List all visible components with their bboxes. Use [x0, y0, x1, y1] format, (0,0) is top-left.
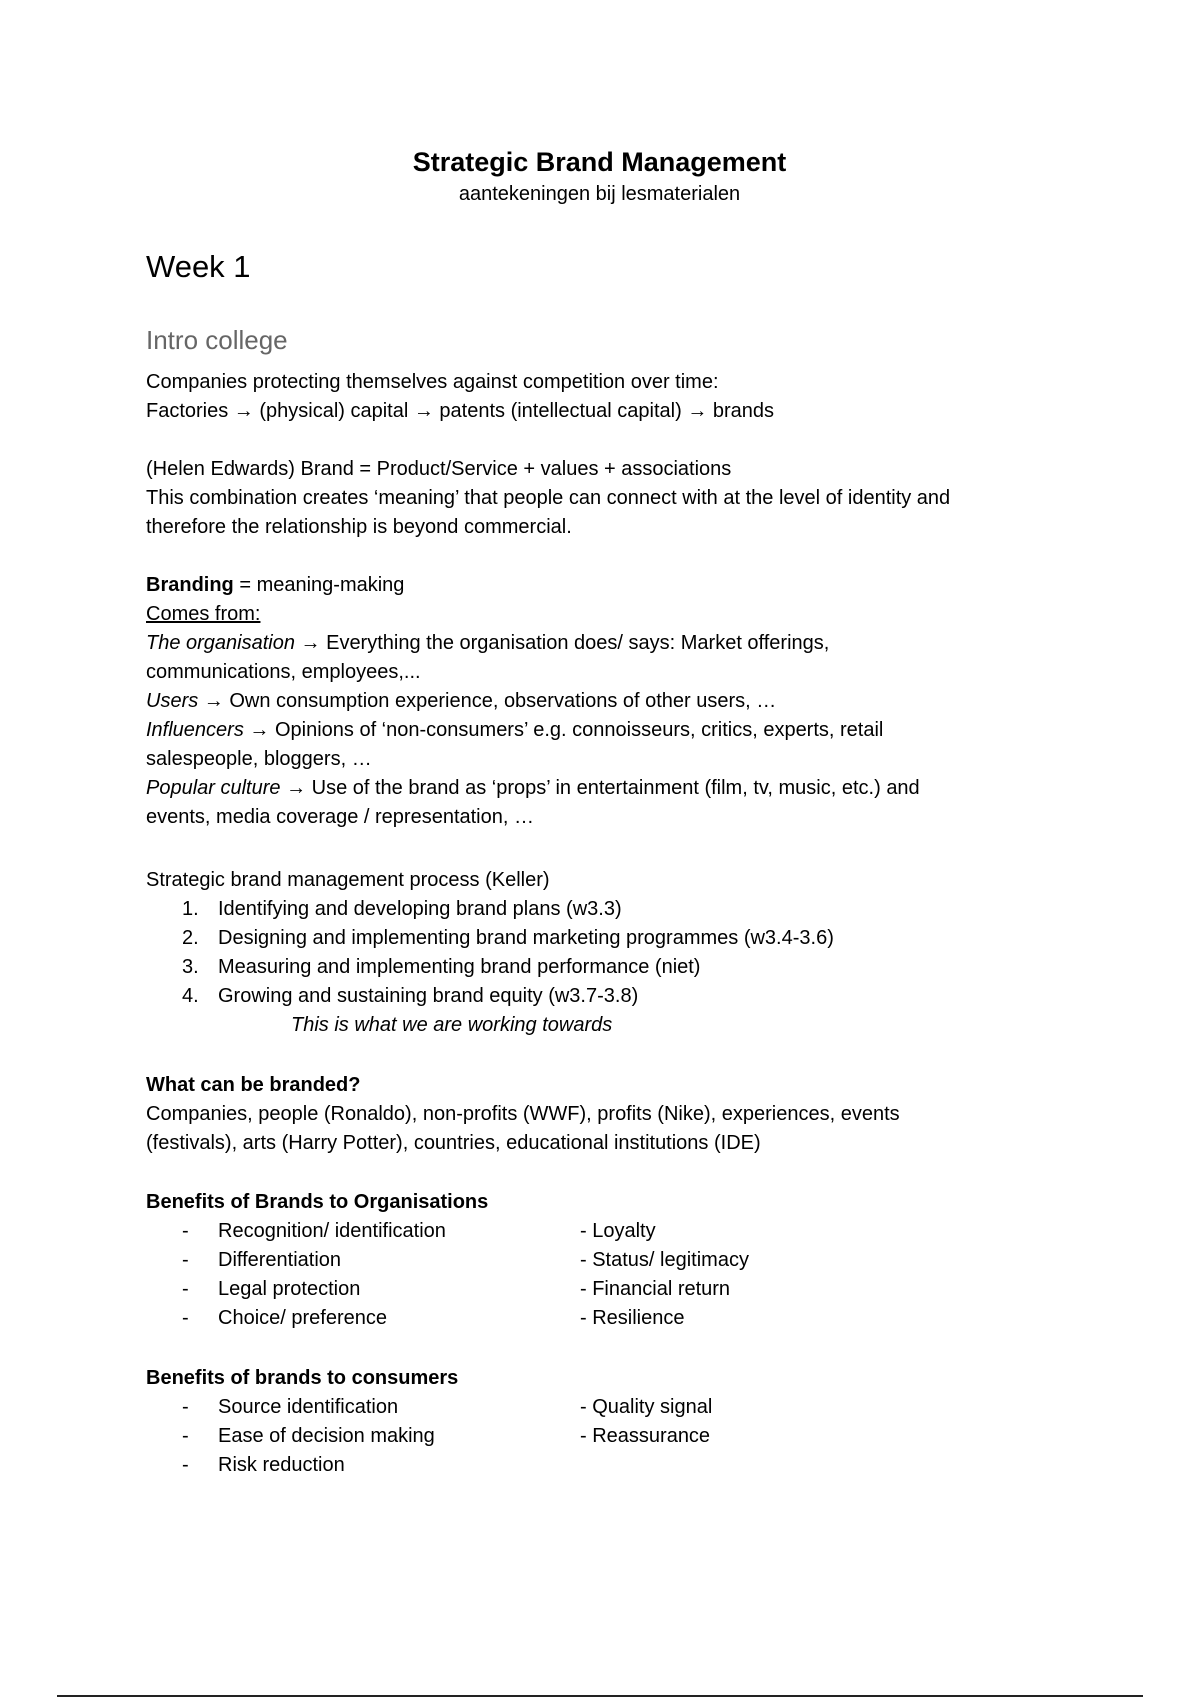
brand-def-line-2: This combination creates ‘meaning’ that people can connect with at the level of identity and: [146, 487, 951, 509]
list-item: - Loyalty: [580, 1220, 656, 1242]
benefits-consumer-heading: Benefits of brands to consumers: [146, 1367, 459, 1389]
source-continuation: salespeople, bloggers, …: [146, 748, 372, 770]
document-subtitle: aantekeningen bij lesmaterialen: [458, 183, 741, 205]
list-item: [146, 1275, 546, 1304]
list-item: [146, 1393, 546, 1422]
process-steps: [146, 895, 1076, 1011]
page-bottom-rule: [57, 1695, 1143, 1697]
process-step: [146, 953, 1076, 982]
step-text: Identifying and developing brand plans (w3.3): [218, 898, 622, 920]
branded-line-1: Companies, people (Ronaldo), non-profits (WWF), profits (Nike), experiences, events: [146, 1103, 900, 1125]
brand-definition: [146, 455, 1076, 542]
branded-heading: What can be branded?: [146, 1074, 361, 1096]
source-influencers: [146, 716, 1076, 745]
bullet-dash: -: [182, 1220, 189, 1242]
step-number: 1.: [182, 898, 199, 920]
bullet-dash: -: [182, 1278, 189, 1300]
item-text: Source identification: [218, 1396, 399, 1418]
source-continuation: events, media coverage / representation, …: [146, 806, 534, 828]
source-label: Users: [146, 690, 199, 712]
item-text: Differentiation: [218, 1249, 342, 1271]
item-text: Recognition/ identification: [218, 1220, 446, 1242]
process-note: This is what we are working towards: [291, 1014, 613, 1036]
item-text: Ease of decision making: [218, 1425, 435, 1447]
bullet-dash: -: [182, 1396, 189, 1418]
source-text: → Opinions of ‘non-consumers’ e.g. connoisseurs, critics, experts, retail: [243, 719, 884, 741]
branded-line-2: (festivals), arts (Harry Potter), countries, educational institutions (IDE): [146, 1132, 761, 1154]
bullet-dash: -: [182, 1249, 189, 1271]
branding-def: = meaning-making: [233, 574, 405, 596]
source-label: The organisation: [146, 632, 295, 654]
intro-line-1: Companies protecting themselves against competition over time:: [146, 371, 719, 393]
bullet-dash: -: [182, 1425, 189, 1447]
list-item: [146, 1304, 546, 1333]
list-item: - Reassurance: [580, 1425, 711, 1447]
process-step: [146, 895, 1076, 924]
branding-definition: [146, 571, 1076, 600]
process-heading: Strategic brand management process (Keller): [146, 869, 550, 891]
process-step: [146, 924, 1076, 953]
list-item: [146, 1246, 546, 1275]
intro-line-2: Factories → (physical) capital → patents (intellectual capital) → brands: [146, 400, 775, 422]
bullet-dash: -: [182, 1454, 189, 1476]
process-step: [146, 982, 1076, 1011]
intro-section: [146, 368, 1076, 426]
comes-from-label: Comes from:: [146, 603, 261, 625]
brand-def-line-1: (Helen Edwards) Brand = Product/Service + values + associations: [146, 458, 732, 480]
benefits-consumer-right: [580, 1393, 980, 1451]
step-number: 2.: [182, 927, 199, 949]
list-item: - Resilience: [580, 1307, 685, 1329]
list-item: [146, 1217, 546, 1246]
step-text: Designing and implementing brand marketing programmes (w3.4-3.6): [218, 927, 834, 949]
benefits-consumer-list: [146, 1393, 1076, 1480]
source-organisation: [146, 629, 1076, 658]
document-title: Strategic Brand Management: [412, 147, 787, 177]
benefits-org-list: [146, 1217, 1076, 1333]
source-popular-culture: [146, 774, 1076, 803]
item-text: Choice/ preference: [218, 1307, 387, 1329]
source-text: → Use of the brand as ‘props’ in entertainment (film, tv, music, etc.) and: [280, 777, 920, 799]
source-label: Influencers: [146, 719, 244, 741]
branded-section: [146, 1071, 1076, 1158]
list-item: [146, 1422, 546, 1451]
source-text: → Own consumption experience, observations of other users, …: [198, 690, 777, 712]
benefits-org-heading: Benefits of Brands to Organisations: [146, 1191, 489, 1213]
list-item: - Status/ legitimacy: [580, 1249, 749, 1271]
source-text: → Everything the organisation does/ says: Market offerings,: [294, 632, 830, 654]
step-text: Growing and sustaining brand equity (w3.7-3.8): [218, 985, 639, 1007]
list-item: - Financial return: [580, 1278, 731, 1300]
benefits-org-left: [146, 1217, 546, 1333]
source-continuation: communications, employees,...: [146, 661, 421, 683]
benefits-consumer-left: [146, 1393, 546, 1480]
benefits-consumer-section: [146, 1364, 1076, 1480]
source-users: [146, 687, 1076, 716]
process-section: [146, 866, 1076, 1040]
step-text: Measuring and implementing brand performance (niet): [218, 956, 701, 978]
branding-term: Branding: [146, 574, 234, 596]
week-heading: Week 1: [146, 249, 251, 284]
branding-section: [146, 571, 1076, 832]
step-number: 3.: [182, 956, 199, 978]
step-number: 4.: [182, 985, 199, 1007]
intro-heading: Intro college: [146, 325, 288, 355]
brand-def-line-3: therefore the relationship is beyond commercial.: [146, 516, 572, 538]
item-text: Risk reduction: [218, 1454, 345, 1476]
list-item: [146, 1451, 546, 1480]
bullet-dash: -: [182, 1307, 189, 1329]
source-label: Popular culture: [146, 777, 281, 799]
item-text: Legal protection: [218, 1278, 361, 1300]
benefits-org-right: [580, 1217, 980, 1333]
benefits-org-section: [146, 1188, 1076, 1333]
list-item: - Quality signal: [580, 1396, 713, 1418]
